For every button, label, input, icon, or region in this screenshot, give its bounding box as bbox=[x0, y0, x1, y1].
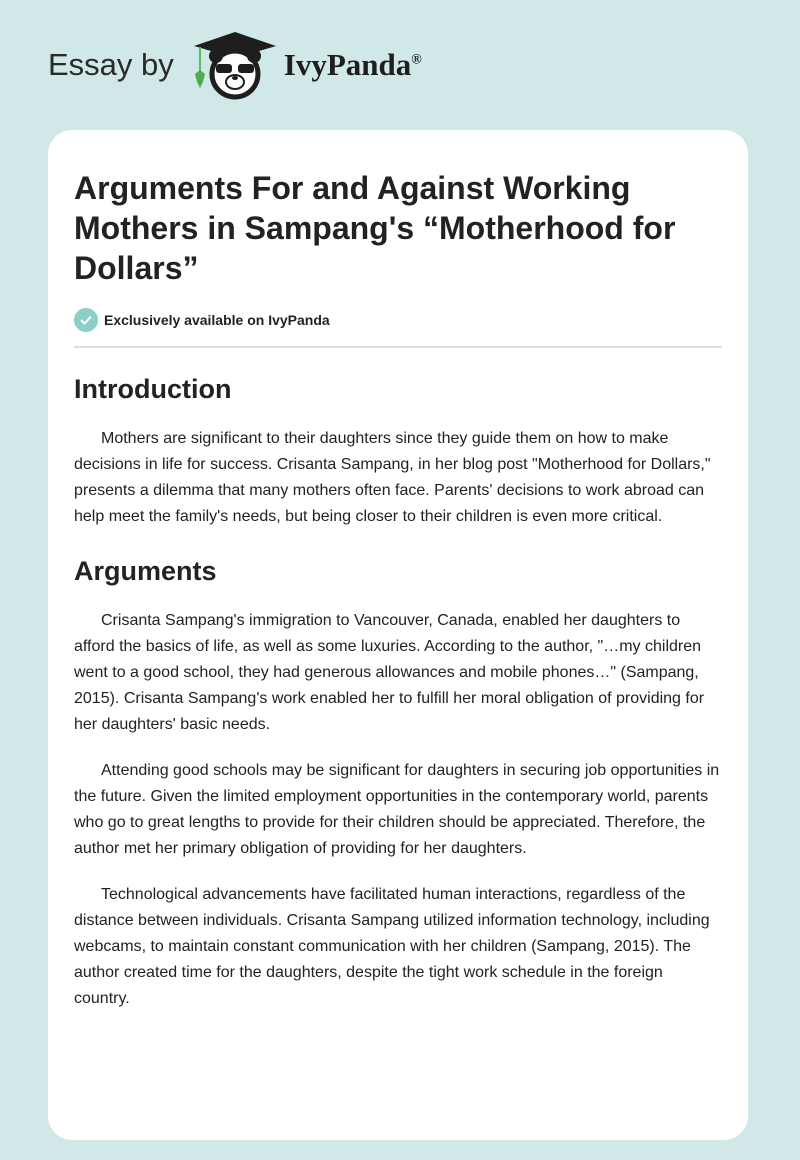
essay-by-label: Essay by bbox=[48, 47, 174, 82]
site-header bbox=[48, 30, 422, 100]
paragraph: Attending good schools may be significant for daughters in securing job opportunities in the future. Given the limited employment opportunities in the contemporary world, parents who go to great lengths to provide for their children should be appreciated. Therefore, the author met her primary obligation of providing for her daughters. bbox=[74, 762, 720, 857]
paragraph: Crisanta Sampang's immigration to Vancouver, Canada, enabled her daughters to afford the basics of life, as well as some luxuries. According to the author, "…my children went to a good school, they had generous allowances and mobile phones…" (Sampang, 2015). Crisanta Sampang's work enabled her to fulfill her moral obligation of providing for her daughters' basic needs. bbox=[74, 612, 705, 733]
badge-label: Exclusively available on IvyPanda bbox=[104, 312, 330, 328]
brand-name: IvyPanda® bbox=[283, 47, 422, 82]
divider bbox=[74, 346, 722, 348]
section-heading: Introduction bbox=[74, 374, 232, 404]
essay-title: Arguments For and Against Working Mothers in Sampang's “Motherhood for Dollars” bbox=[74, 170, 676, 286]
paragraph: Mothers are significant to their daughters since they guide them on how to make decisions in life for success. Crisanta Sampang, in her blog post "Motherhood for Dollars," presents a dilemma that many mothers often face. Parents' decisions to work abroad can help meet the family's needs, but being closer to their children is even more critical. bbox=[74, 430, 711, 525]
check-circle-icon bbox=[74, 308, 98, 332]
essay-card bbox=[48, 130, 748, 1140]
paragraph: Technological advancements have facilitated human interactions, regardless of the distance between individuals. Crisanta Sampang utilized information technology, including webcams, to maintain constant communication with her children (Sampang, 2015). The author created time for the daughters, despite the tight work schedule in the foreign country. bbox=[74, 886, 710, 1007]
exclusive-badge bbox=[74, 308, 722, 332]
section-heading: Arguments bbox=[74, 556, 217, 586]
ivypanda-logo-icon bbox=[192, 30, 278, 100]
